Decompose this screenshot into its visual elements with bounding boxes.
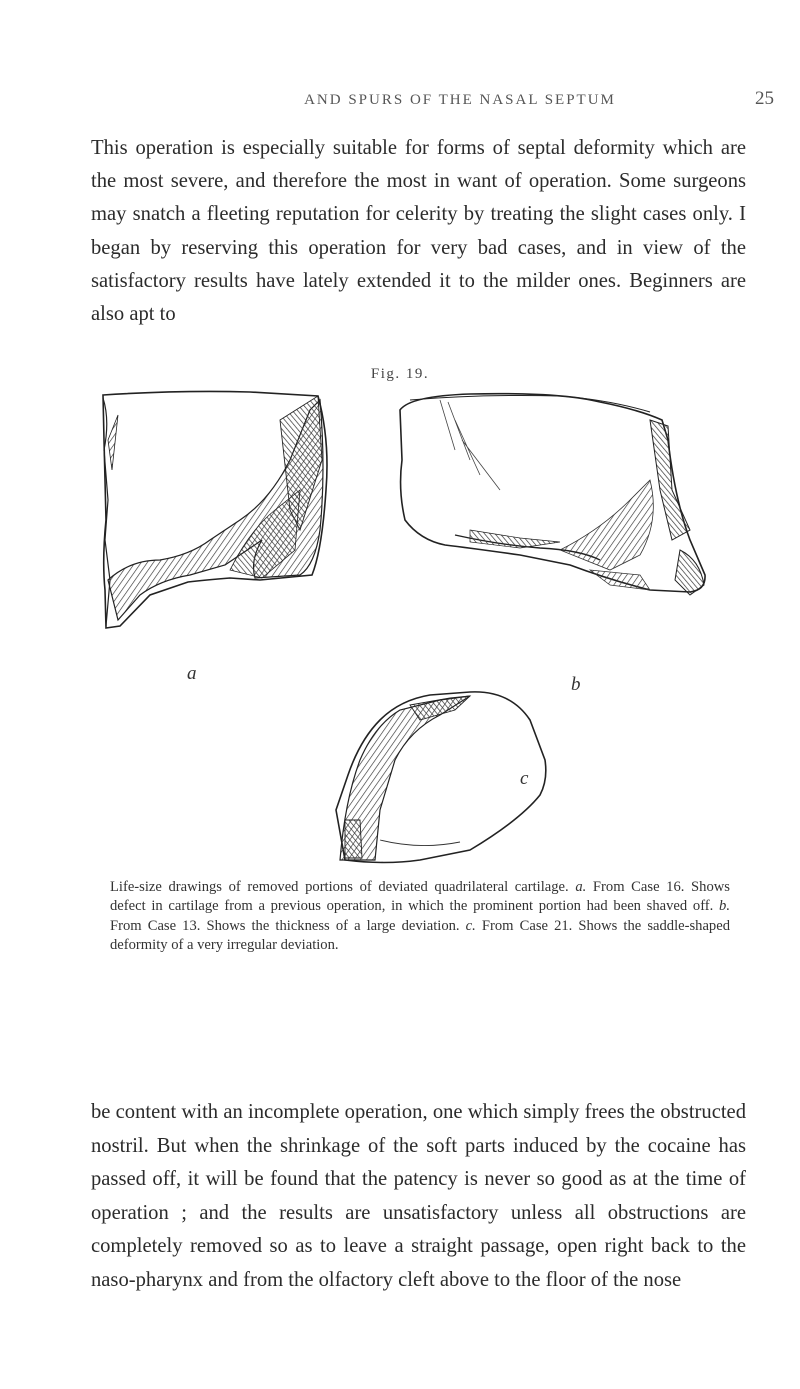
caption-a-letter: a. <box>575 879 587 895</box>
figure-drawings <box>0 380 800 870</box>
caption-a-text: From Case 16. Shows defect in cartilage from a previous operation, in which the prominent portion had been shaved off. <box>110 879 730 915</box>
caption-c-letter: c. <box>465 917 476 934</box>
body-paragraph-top: This operation is especially suitable for forms of septal deformity which are the most severe, and therefore the most in want of operation. Some surgeons may snatch a fleeting reputation for celerity by treating the slight cases only. I began by reserving this operation for very bad cases, and in view of the satisfactory results have lately extended it to the milder ones. Beginners are also apt to <box>91 137 746 326</box>
panel-letter-b: b <box>571 674 581 695</box>
cartilage-drawing-c-icon <box>336 692 546 863</box>
cartilage-drawing-a-icon <box>103 391 327 628</box>
running-header <box>0 88 800 116</box>
caption-b-letter: b. <box>719 898 730 915</box>
body-paragraph-bottom: be content with an incomplete operation, one which simply frees the obstructed nostril. But when the shrinkage of the soft parts induced by the cocaine has passed off, it will be found that the patency is never so good as at the time of operation ; and the results are unsatisfactory unless all obstructions are completely removed so as to leave a straight passage, open right back to the naso-pharynx and from the olfactory cleft above to the floor of the nose <box>91 1101 746 1291</box>
caption-c-text: From Case 21. Shows the saddle-shaped deformity of a very irregular deviation. <box>110 917 730 953</box>
caption-intro: Life-size drawings of removed portions of deviated quadrilateral cartilage. <box>110 879 569 895</box>
cartilage-drawing-b-icon <box>400 394 705 595</box>
figure-19 <box>0 380 800 870</box>
panel-letter-a: a <box>187 663 197 684</box>
figure-label: Fig. 19. <box>370 366 430 382</box>
page-number: 25 <box>755 88 774 109</box>
running-title: AND SPURS OF THE NASAL SEPTUM <box>304 92 616 108</box>
caption-b-text: From Case 13. Shows the thickness of a large deviation. <box>110 917 460 934</box>
figure-caption <box>110 878 730 955</box>
panel-letter-c: c <box>520 768 529 789</box>
